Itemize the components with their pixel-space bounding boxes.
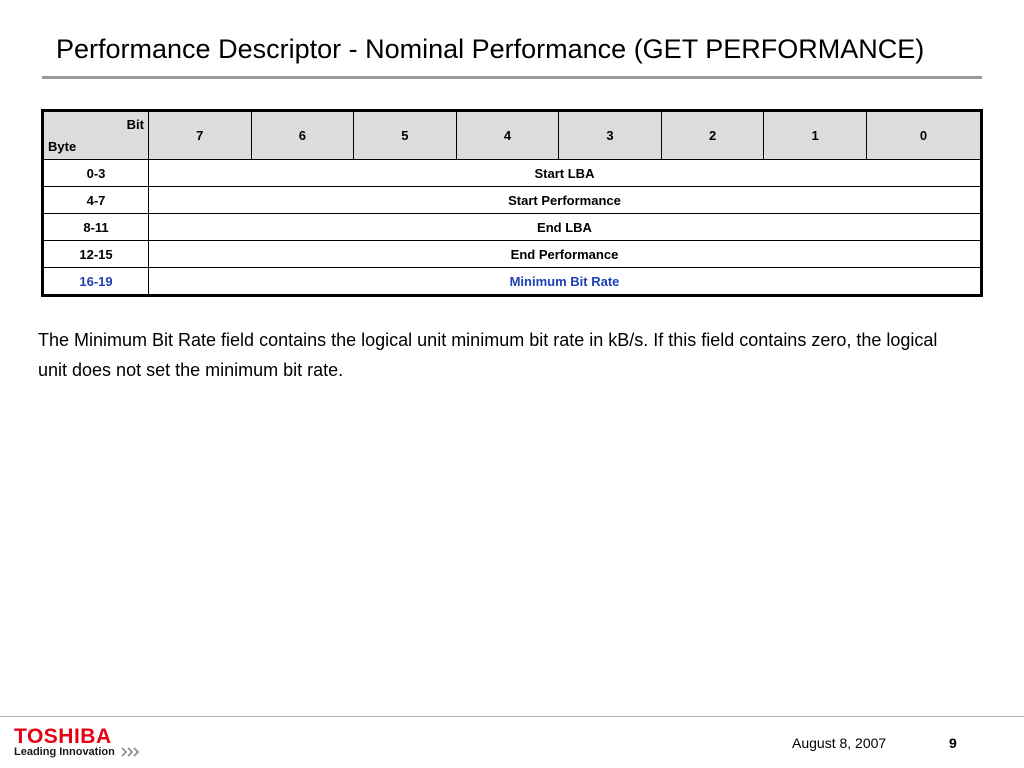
logo-tagline — [14, 746, 141, 758]
body-paragraph: The Minimum Bit Rate field contains the logical unit minimum bit rate in kB/s. If this field contains zero, the logical unit does not set the minimum bit rate. — [38, 330, 938, 380]
bit-header-3: 3 — [559, 111, 662, 160]
bit-header-1: 1 — [764, 111, 867, 160]
bit-header-2: 2 — [661, 111, 764, 160]
corner-bit-label: Bit — [126, 117, 144, 132]
toshiba-logo: TOSHIBA — [14, 725, 112, 748]
table-row — [43, 241, 982, 268]
table-row — [43, 160, 982, 187]
byte-cell: 16-19 — [43, 268, 149, 296]
byte-cell: 4-7 — [43, 187, 149, 214]
field-cell: End LBA — [149, 214, 982, 241]
table-corner-cell — [43, 111, 149, 160]
field-cell: End Performance — [149, 241, 982, 268]
title-divider — [42, 76, 982, 79]
table-header-row — [43, 111, 982, 160]
table-row — [43, 214, 982, 241]
footer-divider — [0, 716, 1024, 717]
bit-header-6: 6 — [251, 111, 354, 160]
byte-cell: 12-15 — [43, 241, 149, 268]
corner-byte-label: Byte — [48, 139, 77, 154]
footer-date: August 8, 2007 — [792, 735, 887, 751]
field-cell: Minimum Bit Rate — [149, 268, 982, 296]
byte-cell: 8-11 — [43, 214, 149, 241]
bit-header-7: 7 — [149, 111, 252, 160]
tagline-text: Leading Innovation — [14, 746, 115, 758]
field-cell: Start LBA — [149, 160, 982, 187]
bit-header-5: 5 — [354, 111, 457, 160]
descriptor-table — [41, 109, 983, 297]
slide-title: Performance Descriptor - Nominal Performance (GET PERFORMANCE) — [56, 34, 925, 64]
byte-cell: 0-3 — [43, 160, 149, 187]
table-row — [43, 187, 982, 214]
bit-header-0: 0 — [866, 111, 981, 160]
page-number: 9 — [949, 735, 957, 751]
table-row-highlighted — [43, 268, 982, 296]
field-cell: Start Performance — [149, 187, 982, 214]
bit-header-4: 4 — [456, 111, 559, 160]
triple-chevron-right-icon — [121, 747, 141, 757]
